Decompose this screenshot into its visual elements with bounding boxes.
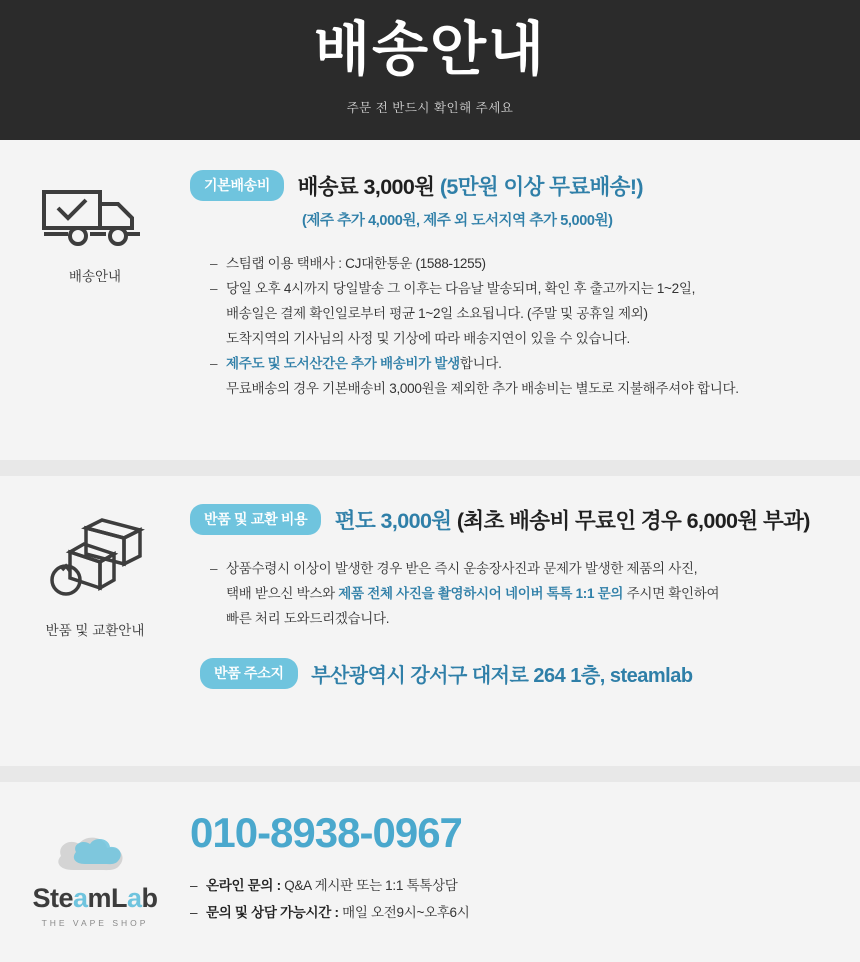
return-bullet-list xyxy=(210,557,840,632)
cloud-icon xyxy=(49,830,141,882)
logo-tagline: THE VAPE SHOP xyxy=(41,918,149,928)
list-item xyxy=(210,352,840,402)
contact-line xyxy=(190,872,840,899)
logo-part-1: Ste xyxy=(32,883,73,913)
contact-label: 온라인 문의 : xyxy=(206,878,281,893)
shipping-badge: 기본배송비 xyxy=(190,170,284,201)
contact-label-value xyxy=(206,899,470,926)
line2-accent: 제품 전체 사진을 촬영하시어 네이버 톡톡 1:1 문의 xyxy=(338,585,624,601)
return-icon-col xyxy=(0,504,190,689)
shipping-icon-col xyxy=(0,170,190,402)
bullet-text: 스팀랩 이용 택배사 : CJ대한통운 (1588-1255) xyxy=(226,256,486,271)
page-header xyxy=(0,0,860,140)
return-headline-row xyxy=(190,504,840,535)
shipping-headline-prefix: 배송료 3,000원 xyxy=(297,175,440,199)
contact-section xyxy=(0,782,860,962)
bullet-line-2 xyxy=(226,582,840,607)
return-headline-highlight: (최초 배송비 무료인 경우 6,000원 부과) xyxy=(456,509,810,533)
bullet-text xyxy=(226,277,840,352)
bullet-main: 합니다. xyxy=(459,355,502,371)
shipping-section xyxy=(0,140,860,460)
return-headline-prefix: 편도 3,000원 xyxy=(334,509,457,533)
contact-phone[interactable]: 010-8938-0967 xyxy=(190,809,462,856)
shipping-bullet-list xyxy=(210,252,840,402)
contact-label-value xyxy=(206,872,457,899)
dash-marker: – xyxy=(210,280,218,296)
return-address-badge: 반품 주소지 xyxy=(200,658,298,689)
contact-label: 문의 및 상담 가능시간 : xyxy=(206,905,339,920)
shipping-headline-highlight: (5만원 이상 무료배송!) xyxy=(439,175,643,199)
section-divider xyxy=(0,766,860,782)
truck-icon xyxy=(40,184,150,250)
section-divider xyxy=(0,460,860,476)
return-badge: 반품 및 교환 비용 xyxy=(190,504,321,535)
logo-part-a: a xyxy=(72,883,88,913)
logo-part-3: b xyxy=(141,883,158,913)
return-headline xyxy=(335,504,810,535)
bullet-sub: 무료배송의 경우 기본배송비 3,000원을 제외한 추가 배송비는 별도로 지불해주셔야 합니다. xyxy=(226,380,739,396)
page-title: 배송안내 xyxy=(313,17,547,82)
brand-logo xyxy=(0,826,190,928)
logo-col xyxy=(0,812,190,928)
shipping-headline-row xyxy=(190,170,840,201)
bullet-text xyxy=(226,352,840,402)
list-item xyxy=(210,252,840,277)
line2-post: 주시면 확인하여 xyxy=(623,585,720,601)
shipping-icon-caption: 배송안내 xyxy=(68,269,122,284)
contact-line xyxy=(190,899,840,926)
line2-pre: 택배 받으신 박스와 xyxy=(226,585,339,601)
list-item xyxy=(210,277,840,352)
bullet-accent: 제주도 및 도서산간은 추가 배송비가 발생 xyxy=(226,355,460,371)
return-box-icon xyxy=(40,518,150,604)
bullet-line-3: 빠른 처리 도와드리겠습니다. xyxy=(226,610,390,626)
bullet-sub: 배송일은 결제 확인일로부터 평균 1~2일 소요됩니다. (주말 및 공휴일 제외) xyxy=(226,305,648,321)
dash-marker: – xyxy=(190,878,198,893)
bullet-text xyxy=(226,557,840,632)
logo-wordmark xyxy=(0,883,190,914)
list-item xyxy=(210,557,840,632)
return-icon-caption: 반품 및 교환안내 xyxy=(45,623,145,638)
contact-value: Q&A 게시판 또는 1:1 톡톡상담 xyxy=(284,878,458,893)
contact-value: 매일 오전9시~오후6시 xyxy=(342,905,470,920)
logo-part-a2: a xyxy=(127,883,142,913)
shipping-headline xyxy=(298,170,643,201)
return-content xyxy=(190,504,860,689)
dash-marker: – xyxy=(190,905,198,920)
return-section xyxy=(0,476,860,766)
shipping-subnote: (제주 추가 4,000원, 제주 외 도서지역 추가 5,000원) xyxy=(302,213,613,229)
logo-part-2: mL xyxy=(87,883,128,913)
contact-content xyxy=(190,809,860,928)
return-address-row xyxy=(200,658,840,689)
return-address: 부산광역시 강서구 대저로 264 1층, steamlab xyxy=(311,664,693,687)
dash-marker: – xyxy=(210,355,218,371)
page-subtitle: 주문 전 반드시 확인해 주세요 xyxy=(346,100,514,115)
bullet-line-1: 상품수령시 이상이 발생한 경우 받은 즉시 운송장사진과 문제가 발생한 제품의 사진, xyxy=(226,561,698,576)
dash-marker: – xyxy=(210,561,218,576)
bullet-sub: 도착지역의 기사님의 사정 및 기상에 따라 배송지연이 있을 수 있습니다. xyxy=(226,330,630,346)
dash-marker: – xyxy=(210,256,218,271)
shipping-content xyxy=(190,170,860,402)
bullet-main: 당일 오후 4시까지 당일발송 그 이후는 다음날 발송되며, 확인 후 출고까지는 1~2일, xyxy=(226,280,696,296)
